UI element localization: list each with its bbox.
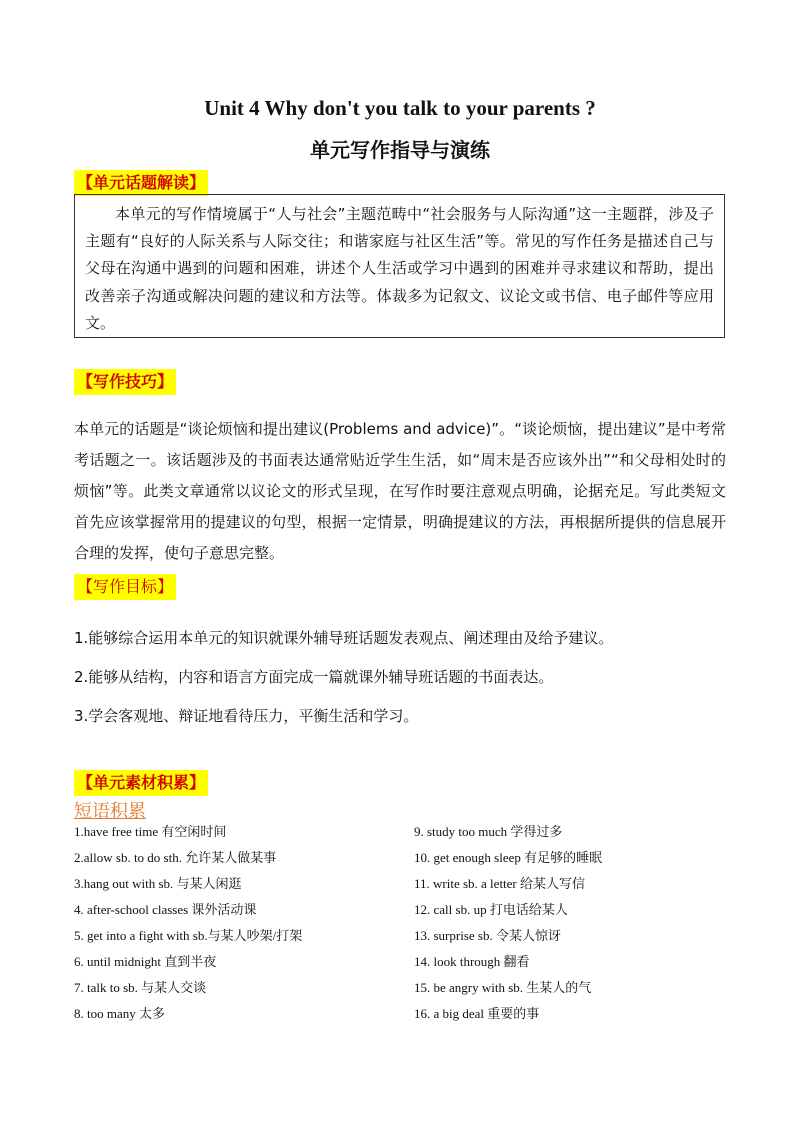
topic-box bbox=[74, 194, 725, 338]
phrase-item: 13. surprise sb. 令某人惊讶 bbox=[414, 928, 561, 943]
phrase-item: 10. get enough sleep 有足够的睡眠 bbox=[414, 850, 603, 865]
goal-item-3: 3.学会客观地、辩证地看待压力，平衡生活和学习。 bbox=[74, 707, 419, 725]
section-tag-materials: 【单元素材积累】 bbox=[74, 770, 208, 796]
section-tag-topic: 【单元话题解读】 bbox=[74, 170, 208, 196]
section-tag-skills: 【写作技巧】 bbox=[74, 369, 176, 395]
goal-item-1: 1.能够综合运用本单元的知识就课外辅导班话题发表观点、阐述理由及给予建议。 bbox=[74, 629, 614, 647]
topic-text: 本单元的写作情境属于“人与社会”主题范畴中“社会服务与人际沟通”这一主题群，涉及子主题有“良好的人际关系与人际交往；和谐家庭与社区生活”等。常见的写作任务是描述自己与父母在沟通中遇到的问题和困难，讲述个人生活或学习中遇到的困难并寻求建议和帮助，提出改善亲子沟通或解决问题的建议和方法等。体裁多为记叙文、议论文或书信、电子邮件等应用文。 bbox=[85, 205, 714, 332]
phrase-item: 15. be angry with sb. 生某人的气 bbox=[414, 980, 592, 995]
phrase-item: 8. too many 太多 bbox=[74, 1006, 165, 1021]
phrase-item: 11. write sb. a letter 给某人写信 bbox=[414, 876, 586, 891]
phrase-list-left bbox=[74, 822, 302, 1030]
phrases-heading: 短语积累 bbox=[74, 801, 146, 822]
phrase-item: 16. a big deal 重要的事 bbox=[414, 1006, 540, 1021]
phrase-item: 2.allow sb. to do sth. 允许某人做某事 bbox=[74, 850, 277, 865]
phrase-item: 1.have free time 有空闲时间 bbox=[74, 824, 227, 839]
phrase-item: 4. after-school classes 课外活动课 bbox=[74, 902, 257, 917]
phrase-list-right bbox=[414, 822, 602, 1030]
phrase-item: 6. until midnight 直到半夜 bbox=[74, 954, 217, 969]
phrase-item: 14. look through 翻看 bbox=[414, 954, 530, 969]
page-subtitle: 单元写作指导与演练 bbox=[310, 138, 490, 162]
phrase-item: 12. call sb. up 打电话给某人 bbox=[414, 902, 568, 917]
phrase-item: 7. talk to sb. 与某人交谈 bbox=[74, 980, 207, 995]
phrase-item: 5. get into a fight with sb.与某人吵架/打架 bbox=[74, 928, 303, 943]
page-title: Unit 4 Why don't you talk to your parents ? bbox=[204, 96, 596, 120]
goal-item-2: 2.能够从结构，内容和语言方面完成一篇就课外辅导班话题的书面表达。 bbox=[74, 668, 554, 686]
phrase-item: 3.hang out with sb. 与某人闲逛 bbox=[74, 876, 242, 891]
skills-text: 本单元的话题是“谈论烦恼和提出建议(Problems and advice)”。“谈论烦恼，提出建议”是中考常考话题之一。该话题涉及的书面表达通常贴近学生生活，如“周末是否应该外出”“和父母相处时的烦恼”等。此类文章通常以议论文的形式呈现，在写作时要注意观点明确，论据充足。写此类短文首先应该掌握常用的提建议的句型，根据一定情景，明确提建议的方法，再根据所提供的信息展开合理的发挥，使句子意思完整。 bbox=[74, 420, 726, 562]
section-tag-goals: 【写作目标】 bbox=[74, 574, 176, 600]
phrase-item: 9. study too much 学得过多 bbox=[414, 824, 563, 839]
